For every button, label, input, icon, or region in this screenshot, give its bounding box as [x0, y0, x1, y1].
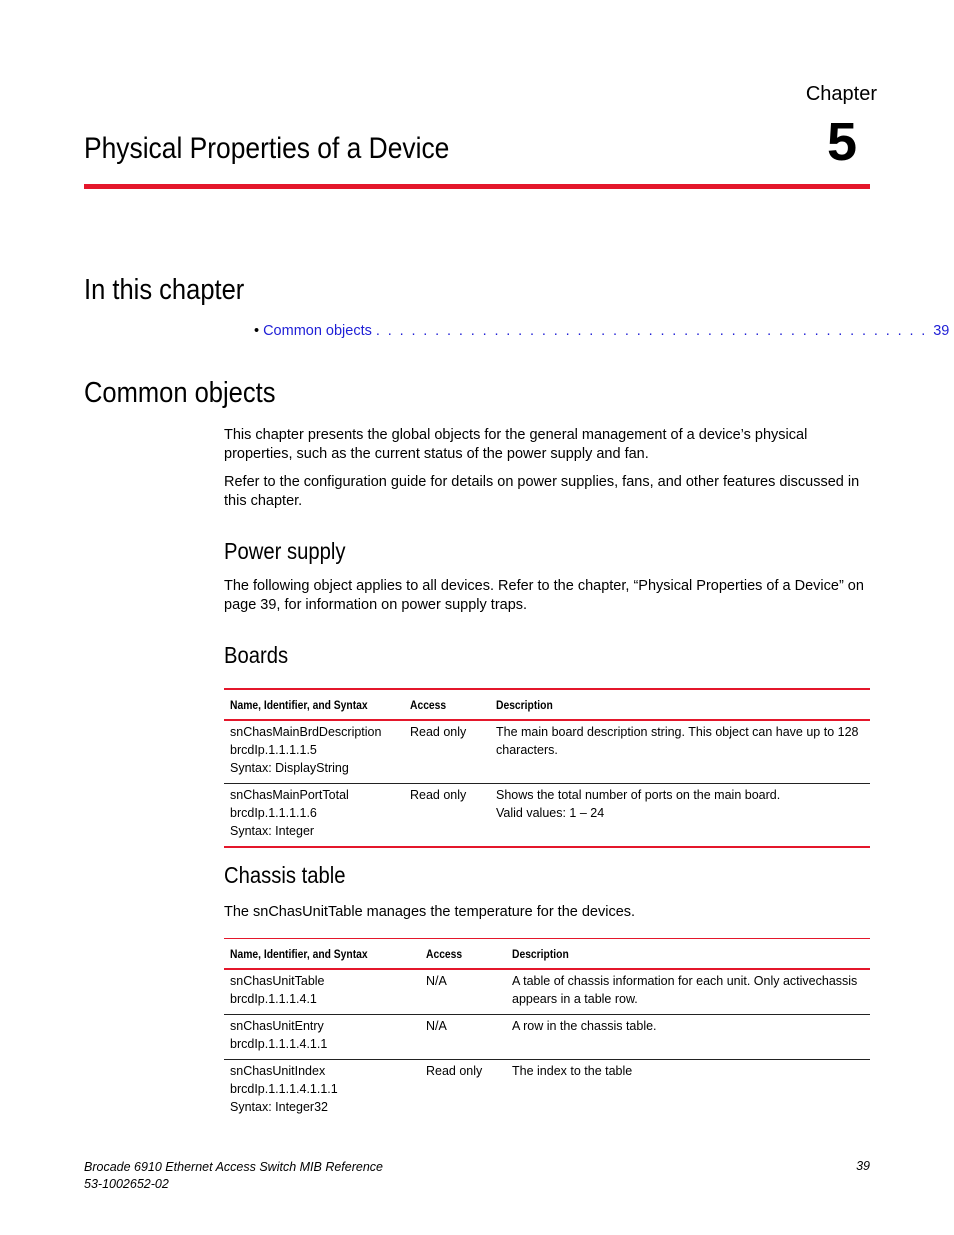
object-identifier: brcdIp.1.1.1.1.5 [230, 743, 317, 757]
description-cell [490, 784, 870, 848]
chapter-title: Physical Properties of a Device [84, 132, 450, 165]
table-row [224, 1060, 870, 1123]
description-cell: A row in the chassis table. [512, 1019, 657, 1033]
column-header-name: Name, Identifier, and Syntax [230, 946, 368, 961]
table-header-row [224, 939, 870, 970]
table-row [224, 969, 870, 1015]
chapter-number: 5 [826, 112, 857, 172]
toc-entry-page[interactable]: 39 [933, 323, 950, 339]
chassis-table [224, 938, 870, 1122]
table-row [224, 784, 870, 848]
chassis-table-paragraph: The snChasUnitTable manages the temperature for the devices. [224, 904, 636, 920]
footer-doc-title: Brocade 6910 Ethernet Access Switch MIB Reference [84, 1160, 383, 1174]
object-syntax: Syntax: Integer32 [230, 1100, 328, 1114]
object-identifier: brcdIp.1.1.1.4.1 [230, 992, 317, 1006]
object-cell [224, 720, 404, 784]
description-cell: The main board description string. This object can have up to 128 characters. [496, 725, 859, 757]
object-syntax: Syntax: DisplayString [230, 761, 349, 775]
object-syntax: Syntax: Integer [230, 824, 315, 838]
column-header-description: Description [496, 697, 553, 712]
toc-entry-common-objects[interactable] [254, 323, 949, 339]
access-cell: N/A [426, 974, 447, 988]
object-name: snChasMainPortTotal [230, 788, 349, 802]
object-identifier: brcdIp.1.1.1.4.1.1.1 [230, 1082, 338, 1096]
common-objects-paragraph-1: This chapter presents the global objects for the general management of a device’s physical properties, such as the current status of the power supply and fan. [224, 427, 808, 462]
chapter-label: Chapter [805, 83, 877, 105]
title-rule [84, 184, 870, 189]
object-cell [224, 969, 420, 1015]
description-line: Shows the total number of ports on the main board. [496, 788, 781, 802]
table-header-row [224, 689, 870, 720]
boards-heading: Boards [224, 642, 289, 668]
footer-left [84, 1159, 383, 1193]
access-cell: N/A [426, 1019, 447, 1033]
object-cell [224, 784, 404, 848]
table-row [224, 1015, 870, 1060]
object-name: snChasUnitIndex [230, 1064, 326, 1078]
column-header-name: Name, Identifier, and Syntax [230, 697, 368, 712]
toc-leader-dots: . . . . . . . . . . . . . . . . . . . . . . . . . . . . . . . . . . . . . . . . . . . . . . . [375, 323, 928, 339]
description-cell: The index to the table [512, 1064, 633, 1078]
footer-doc-number: 53-1002652-02 [84, 1177, 169, 1191]
common-objects-paragraph-2: Refer to the configuration guide for details on power supplies, fans, and other features discussed in this chapter. [224, 474, 860, 509]
object-cell [224, 1060, 420, 1123]
common-objects-heading: Common objects [84, 377, 276, 409]
access-cell: Read only [426, 1064, 483, 1078]
column-header-access: Access [426, 946, 463, 961]
object-cell [224, 1015, 420, 1060]
toc-bullet: • [254, 323, 260, 339]
access-cell: Read only [410, 725, 467, 739]
object-identifier: brcdIp.1.1.1.1.6 [230, 806, 317, 820]
toc-entry-label[interactable]: Common objects [263, 323, 372, 339]
column-header-access: Access [410, 697, 447, 712]
description-cell: A table of chassis information for each unit. Only activechassis appears in a table row. [512, 974, 858, 1006]
chassis-table-heading: Chassis table [224, 862, 346, 888]
power-supply-heading: Power supply [224, 538, 346, 564]
object-name: snChasUnitEntry [230, 1019, 324, 1033]
description-line: Valid values: 1 – 24 [496, 806, 605, 820]
object-name: snChasMainBrdDescription [230, 725, 382, 739]
column-header-description: Description [512, 946, 569, 961]
object-identifier: brcdIp.1.1.1.4.1.1 [230, 1037, 328, 1051]
boards-table [224, 688, 870, 848]
object-name: snChasUnitTable [230, 974, 325, 988]
table-row [224, 720, 870, 784]
power-supply-paragraph: The following object applies to all devices. Refer to the chapter, “Physical Properties of a Device” on page 39, for information on power supply traps. [224, 578, 864, 613]
in-this-chapter-heading: In this chapter [84, 274, 245, 306]
access-cell: Read only [410, 788, 467, 802]
footer-page-number: 39 [856, 1159, 870, 1173]
